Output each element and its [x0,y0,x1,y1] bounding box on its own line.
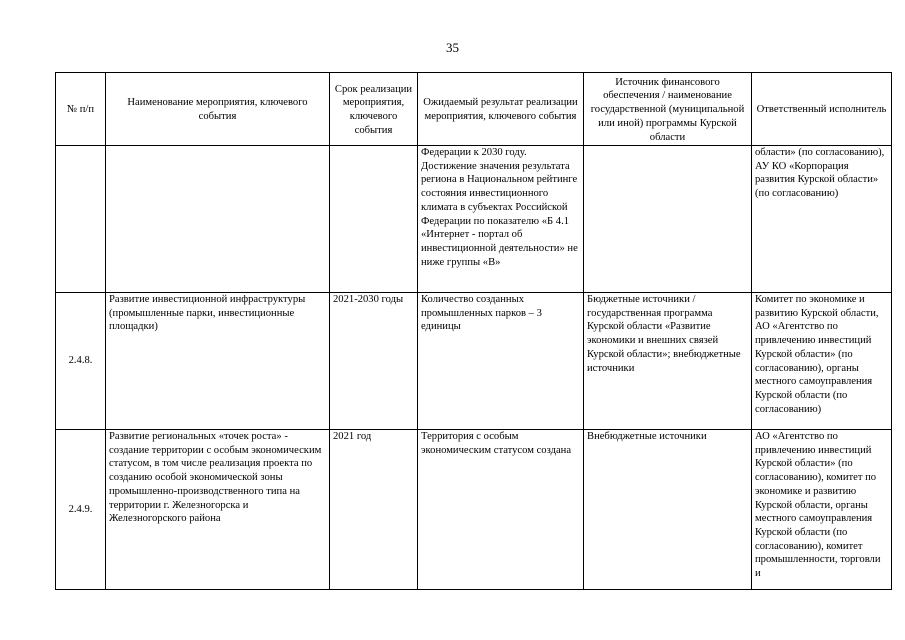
row-result: Количество созданных промышленных парков – 3 единицы [418,293,584,430]
row-result: Федерации к 2030 году. Достижение значения результата региона в Национальном рейтинге состояния инвестиционного климата в субъектах Российской Федерации по показателю «Б 4.1 «Интернет - портал об инвестиционной деятельности» не ниже группы «В» [418,146,584,293]
header-result: Ожидаемый результат реализации мероприятия, ключевого события [418,73,584,146]
row-source [584,146,752,293]
row-term: 2021 год [330,430,418,590]
table-row [56,293,892,430]
row-term [330,146,418,293]
row-responsible: Комитет по экономике и развитию Курской области, АО «Агентство по привлечению инвестиций Курской области» (по согласованию), органы местного самоуправления Курской области (по согласованию) [752,293,892,430]
header-responsible: Ответственный исполнитель [752,73,892,146]
table-row [56,430,892,590]
row-number: 2.4.9. [56,430,106,590]
row-number [56,146,106,293]
row-name: Развитие инвестиционной инфраструктуры (промышленные парки, инвестиционные площадки) [106,293,330,430]
row-name [106,146,330,293]
header-source: Источник финансового обеспечения / наименование государственной (муниципальной или иной) программы Курской области [584,73,752,146]
header-row [56,73,892,146]
row-term: 2021-2030 годы [330,293,418,430]
row-responsible: области» (по согласованию), АУ КО «Корпорация развития Курской области» (по согласованию) [752,146,892,293]
row-number: 2.4.8. [56,293,106,430]
measures-table [55,72,892,590]
header-name: Наименование мероприятия, ключевого события [106,73,330,146]
row-responsible: АО «Агентство по привлечению инвестиций Курской области» (по согласованию), комитет по экономике и развитию Курской области, органы местного самоуправления Курской области (по согласованию), комитет промышленности, торговли и [752,430,892,590]
header-term: Срок реализации мероприятия, ключевого события [330,73,418,146]
row-name: Развитие региональных «точек роста» - создание территории с особым экономическим статусом, в том числе реализация проекта по созданию особой экономической зоны промышленно-производственного типа на территории г. Железногорска и Железногорского района [106,430,330,590]
row-source: Бюджетные источники / государственная программа Курской области «Развитие экономики и внешних связей Курской области»; внебюджетные источники [584,293,752,430]
header-num: № п/п [56,73,106,146]
row-source: Внебюджетные источники [584,430,752,590]
table-row [56,146,892,293]
row-result: Территория с особым экономическим статусом создана [418,430,584,590]
page-number: 35 [446,40,459,55]
